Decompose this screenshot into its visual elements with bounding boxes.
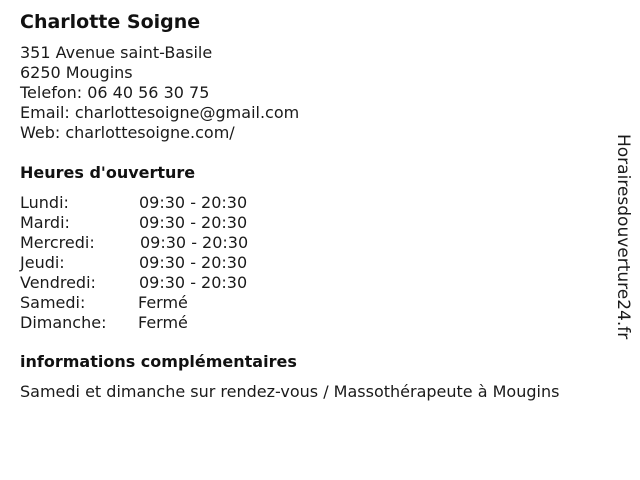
phone-line: Telefon: 06 40 56 30 75 (20, 83, 210, 102)
day-label: Dimanche: (20, 313, 107, 332)
day-label: Vendredi: (20, 273, 96, 292)
day-times: Fermé (138, 313, 188, 332)
hours-row-friday (20, 273, 610, 293)
hours-row-monday (20, 193, 610, 213)
site-watermark: Horairesdouverture24.fr (613, 134, 633, 340)
hours-row-saturday (20, 293, 610, 313)
day-times: 09:30 - 20:30 (140, 233, 249, 252)
day-times: 09:30 - 20:30 (139, 253, 248, 272)
additional-info-title: informations complémentaires (20, 352, 297, 371)
day-label: Jeudi: (20, 253, 65, 272)
day-label: Mardi: (20, 213, 70, 232)
day-label: Mercredi: (20, 233, 95, 252)
day-times: 09:30 - 20:30 (139, 193, 248, 212)
email-line: Email: charlottesoigne@gmail.com (20, 103, 300, 122)
address-street: 351 Avenue saint-Basile (20, 43, 213, 62)
day-label: Lundi: (20, 193, 69, 212)
additional-info-text: Samedi et dimanche sur rendez-vous / Massothérapeute à Mougins (20, 382, 560, 401)
day-times: 09:30 - 20:30 (139, 213, 248, 232)
watermark-container (611, 134, 635, 370)
hours-row-sunday (20, 313, 610, 333)
business-card (20, 8, 610, 402)
day-label: Samedi: (20, 293, 86, 312)
business-name: Charlotte Soigne (20, 11, 201, 33)
web-line: Web: charlottesoigne.com/ (20, 123, 235, 142)
hours-row-thursday (20, 253, 610, 273)
day-times: 09:30 - 20:30 (139, 273, 248, 292)
opening-hours-title: Heures d'ouverture (20, 163, 196, 182)
opening-hours-list (20, 193, 610, 333)
address-city: 6250 Mougins (20, 63, 133, 82)
hours-row-wednesday (20, 233, 610, 253)
day-times: Fermé (138, 293, 188, 312)
hours-row-tuesday (20, 213, 610, 233)
